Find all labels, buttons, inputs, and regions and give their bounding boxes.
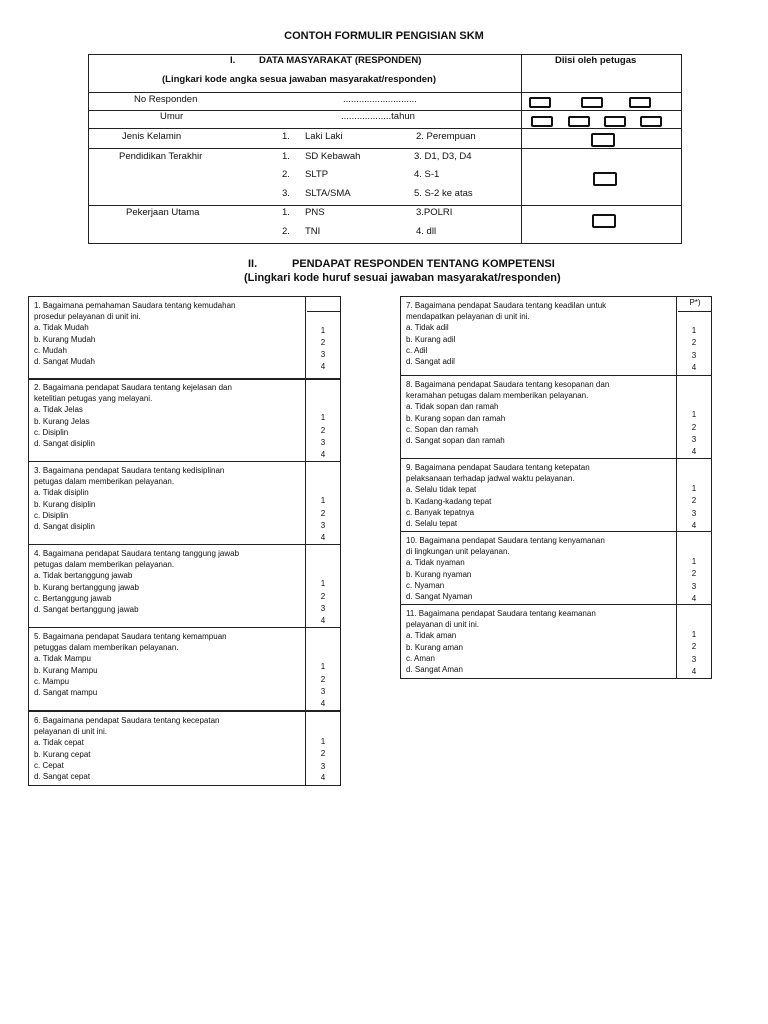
section2-number: II.	[248, 258, 258, 270]
form-title: CONTOH FORMULIR PENGISIAN SKM	[284, 30, 484, 42]
answer-code[interactable]: 4	[320, 450, 326, 459]
answer-code[interactable]: 1	[320, 579, 326, 588]
answer-code[interactable]: 2	[691, 338, 697, 347]
answer-code[interactable]: 4	[691, 594, 697, 603]
answer-option[interactable]: c. Disiplin	[34, 427, 69, 437]
answer-option[interactable]: a. Tidak Jelas	[34, 405, 83, 415]
question-block-5	[28, 627, 341, 711]
answer-option[interactable]: d. Sangat mampu	[34, 688, 98, 698]
question-text	[34, 548, 304, 615]
answer-option[interactable]: d. Sangat disiplin	[34, 522, 95, 532]
question-prompt-line: mendapatkan pelayanan di unit ini.	[406, 312, 530, 322]
code-column	[676, 459, 711, 531]
answer-option[interactable]: c. Banyak tepatnya	[406, 507, 475, 517]
answer-option[interactable]: d. Sangat disiplin	[34, 439, 95, 449]
answer-option[interactable]: b. Kurang disiplin	[34, 499, 96, 509]
code-box	[529, 97, 551, 108]
answer-code[interactable]: 1	[320, 413, 326, 422]
answer-option[interactable]: c. Nyaman	[406, 580, 445, 590]
answer-option[interactable]: c. Sopan dan ramah	[406, 424, 479, 434]
code-column	[305, 297, 340, 379]
question-block-8	[400, 375, 712, 459]
answer-option[interactable]: b. Kurang Jelas	[34, 416, 90, 426]
answer-option[interactable]: d. Sangat adil	[406, 357, 455, 367]
code-column	[305, 379, 340, 461]
question-text	[406, 535, 676, 602]
question-text	[34, 715, 304, 782]
section2-heading: PENDAPAT RESPONDEN TENTANG KOMPETENSI	[292, 258, 555, 270]
answer-code[interactable]: 2	[320, 338, 326, 347]
code-column	[305, 712, 340, 785]
answer-option[interactable]: b. Kurang aman	[406, 642, 463, 652]
question-prompt-line: 9. Bagaimana pendapat Saudara tentang ketepatan	[406, 463, 590, 472]
question-block-6	[28, 711, 341, 786]
question-prompt-line: 8. Bagaimana pendapat Saudara tentang kesopanan dan	[406, 380, 610, 389]
section1-heading: DATA MASYARAKAT (RESPONDEN)	[259, 55, 422, 66]
question-text	[34, 631, 304, 698]
question-prompt-line: pelayanan di unit ini.	[406, 620, 479, 630]
answer-option[interactable]: a. Tidak Mudah	[34, 323, 89, 333]
code-column	[305, 462, 340, 544]
question-prompt-line: prosedur pelayanan di unit ini.	[34, 312, 141, 322]
question-prompt-line: 3. Bagaimana pendapat Saudara tentang kedisiplinan	[34, 466, 225, 475]
question-text	[406, 462, 676, 529]
question-prompt-line: 11. Bagaimana pendapat Saudara tentang keamanan	[406, 609, 596, 618]
question-prompt-line: 4. Bagaimana pendapat Saudara tentang tanggung jawab	[34, 549, 240, 558]
answer-code[interactable]: 4	[320, 699, 326, 708]
answer-option[interactable]: c. Bertanggung jawab	[34, 593, 112, 603]
answer-code[interactable]: 1	[691, 410, 697, 419]
question-prompt-line: 10. Bagaimana pendapat Saudara tentang kenyamanan	[406, 536, 605, 545]
section2-subheading: (Lingkari kode huruf sesuai jawaban masyarakat/responden)	[244, 272, 561, 284]
umur-label: Umur	[160, 111, 184, 122]
answer-code[interactable]: 3	[320, 687, 326, 696]
answer-option[interactable]: b. Kurang Mampu	[34, 665, 98, 675]
answer-code[interactable]: 2	[320, 426, 326, 435]
answer-option[interactable]: a. Tidak adil	[406, 323, 449, 333]
answer-option[interactable]: c. Mudah	[34, 345, 67, 355]
answer-option[interactable]: d. Sangat Nyaman	[406, 592, 473, 602]
jk-opt1: Laki Laki	[305, 131, 343, 142]
code-column-header: P*)	[689, 298, 701, 307]
pend-r1b: 3. D1, D3, D4	[414, 151, 472, 162]
question-prompt-line: 6. Bagaimana pendapat Saudara tentang kecepatan	[34, 716, 220, 725]
question-text	[34, 300, 304, 367]
question-text	[406, 300, 676, 367]
answer-code[interactable]: 2	[320, 749, 326, 758]
answer-code[interactable]: 4	[320, 533, 326, 542]
answer-code[interactable]: 2	[320, 592, 326, 601]
answer-option[interactable]: a. Tidak sopan dan ramah	[406, 402, 499, 412]
answer-code[interactable]: 3	[691, 582, 697, 591]
pek-r1-num: 1.	[282, 207, 290, 218]
answer-option[interactable]: c. Aman	[406, 653, 435, 663]
answer-code[interactable]: 4	[320, 616, 326, 625]
question-block-11	[400, 604, 712, 679]
code-column	[305, 628, 340, 710]
answer-code[interactable]: 3	[691, 509, 697, 518]
code-header-divider	[307, 311, 341, 312]
code-column	[676, 532, 711, 604]
answer-option[interactable]: d. Sangat Mudah	[34, 357, 95, 367]
pend-r3b: 5. S-2 ke atas	[414, 188, 473, 199]
no-responden-value: ............................	[343, 94, 417, 105]
answer-code[interactable]: 4	[320, 773, 326, 782]
answer-code[interactable]: 2	[691, 423, 697, 432]
answer-code[interactable]: 4	[320, 362, 326, 371]
answer-code[interactable]: 1	[691, 630, 697, 639]
question-text	[406, 379, 676, 446]
question-block-7	[400, 296, 712, 376]
code-box	[592, 214, 616, 228]
code-box	[604, 116, 626, 127]
answer-code[interactable]: 2	[691, 569, 697, 578]
answer-code[interactable]: 1	[691, 484, 697, 493]
pek-r2-num: 2.	[282, 226, 290, 237]
no-responden-label: No Responden	[134, 94, 198, 105]
pendidikan-label: Pendidikan Terakhir	[119, 151, 203, 162]
question-prompt-line: di lingkungan unit pelayanan.	[406, 547, 510, 557]
officer-heading: Diisi oleh petugas	[555, 55, 637, 66]
answer-option[interactable]: a. Tidak bertanggung jawab	[34, 571, 133, 581]
code-column	[676, 297, 711, 375]
answer-code[interactable]: 1	[691, 326, 697, 335]
question-prompt-line: 2. Bagaimana pendapat Saudara tentang kejelasan dan	[34, 383, 232, 392]
answer-option[interactable]: b. Kurang sopan dan ramah	[406, 413, 506, 423]
question-text	[34, 382, 304, 449]
question-block-10	[400, 531, 712, 605]
pend-r2b: 4. S-1	[414, 169, 440, 180]
code-header-divider	[678, 311, 712, 312]
jenis-kelamin-label: Jenis Kelamin	[122, 131, 182, 142]
answer-code[interactable]: 4	[691, 521, 697, 530]
jk-opt2: 2. Perempuan	[416, 131, 476, 142]
answer-option[interactable]: c. Mampu	[34, 676, 70, 686]
section1-subheading: (Lingkari kode angka sesua jawaban masyarakat/responden)	[162, 74, 437, 85]
question-prompt-line: pelayanan di unit ini.	[34, 727, 107, 737]
code-column	[676, 605, 711, 678]
answer-option[interactable]: b. Kurang cepat	[34, 749, 91, 759]
pend-r2: SLTP	[305, 169, 329, 180]
pek-r1: PNS	[305, 207, 325, 218]
question-prompt-line: keramahan petugas dalam memberikan pelayanan.	[406, 391, 589, 401]
pek-r1b: 3.POLRI	[416, 207, 453, 218]
answer-code[interactable]: 3	[320, 762, 326, 771]
question-block-1	[28, 296, 341, 380]
jk-opt1-num: 1.	[282, 131, 290, 142]
answer-option[interactable]: b. Kurang adil	[406, 334, 456, 344]
answer-code[interactable]: 1	[320, 737, 326, 746]
answer-code[interactable]: 2	[320, 509, 326, 518]
answer-option[interactable]: c. Cepat	[34, 760, 64, 770]
answer-code[interactable]: 3	[320, 521, 326, 530]
answer-option[interactable]: d. Selalu tepat	[406, 519, 458, 529]
answer-option[interactable]: a. Tidak cepat	[34, 738, 84, 748]
answer-option[interactable]: b. Kurang bertanggung jawab	[34, 582, 139, 592]
code-column	[305, 545, 340, 627]
question-prompt-line: 5. Bagaimana pendapat Saudara tentang kemampuan	[34, 632, 227, 641]
answer-code[interactable]: 2	[691, 642, 697, 651]
answer-option[interactable]: d. Sangat sopan dan ramah	[406, 436, 505, 446]
answer-code[interactable]: 2	[320, 675, 326, 684]
question-prompt-line: pelaksanaan terhadap jadwal waktu pelayanan.	[406, 474, 575, 484]
answer-option[interactable]: a. Tidak nyaman	[406, 558, 465, 568]
code-box	[531, 116, 553, 127]
question-text	[34, 465, 304, 532]
answer-code[interactable]: 3	[320, 350, 326, 359]
answer-option[interactable]: a. Tidak disiplin	[34, 488, 89, 498]
answer-option[interactable]: d. Sangat Aman	[406, 665, 463, 675]
question-text	[406, 608, 676, 675]
pek-r2b: 4. dll	[416, 226, 437, 237]
section1-number: I.	[230, 55, 236, 66]
question-block-4	[28, 544, 341, 628]
question-prompt-line: petugas dalam memberikan pelayanan.	[34, 477, 175, 487]
answer-code[interactable]: 1	[320, 496, 326, 505]
pend-r3: SLTA/SMA	[305, 188, 351, 199]
answer-code[interactable]: 3	[691, 435, 697, 444]
code-box	[591, 133, 615, 147]
code-column	[676, 376, 711, 458]
answer-code[interactable]: 3	[691, 351, 697, 360]
question-prompt-line: petugas dalam memberikan pelayanan.	[34, 560, 175, 570]
answer-code[interactable]: 3	[691, 655, 697, 664]
question-block-9	[400, 458, 712, 532]
answer-option[interactable]: a. Tidak Mampu	[34, 654, 91, 664]
answer-option[interactable]: d. Sangat cepat	[34, 772, 91, 782]
code-box	[629, 97, 651, 108]
answer-option[interactable]: a. Selalu tidak tepat	[406, 485, 477, 495]
answer-code[interactable]: 4	[691, 363, 697, 372]
question-prompt-line: 7. Bagaimana pendapat Saudara tentang keadilan untuk	[406, 301, 607, 310]
code-box	[593, 172, 617, 186]
answer-option[interactable]: b. Kadang-kadang tepat	[406, 496, 492, 506]
answer-code[interactable]: 1	[691, 557, 697, 566]
umur-value: ...................tahun	[341, 111, 415, 122]
code-box	[640, 116, 662, 127]
pend-r3-num: 3.	[282, 188, 290, 199]
answer-code[interactable]: 3	[320, 438, 326, 447]
answer-code[interactable]: 4	[691, 667, 697, 676]
question-prompt-line: petuggas dalam memberikan pelayanan.	[34, 643, 179, 653]
code-box	[568, 116, 590, 127]
answer-code[interactable]: 1	[320, 326, 326, 335]
answer-code[interactable]: 4	[691, 447, 697, 456]
answer-option[interactable]: b. Kurang Mudah	[34, 334, 96, 344]
answer-code[interactable]: 2	[691, 496, 697, 505]
question-prompt-line: 1. Bagaimana pemahaman Saudara tentang kemudahan	[34, 301, 236, 310]
pend-r1-num: 1.	[282, 151, 290, 162]
pekerjaan-label: Pekerjaan Utama	[126, 207, 200, 218]
pend-r2-num: 2.	[282, 169, 290, 180]
answer-code[interactable]: 3	[320, 604, 326, 613]
answer-option[interactable]: a. Tidak aman	[406, 631, 457, 641]
pend-r1: SD Kebawah	[305, 151, 361, 162]
question-block-2	[28, 378, 341, 462]
code-box	[581, 97, 603, 108]
answer-option[interactable]: b. Kurang nyaman	[406, 569, 472, 579]
pek-r2: TNI	[305, 226, 321, 237]
question-prompt-line: ketelitian petugas yang melayani.	[34, 394, 153, 404]
answer-option[interactable]: d. Sangat bertanggung jawab	[34, 605, 139, 615]
question-block-3	[28, 461, 341, 545]
answer-option[interactable]: c. Disiplin	[34, 510, 69, 520]
answer-code[interactable]: 1	[320, 662, 326, 671]
answer-option[interactable]: c. Adil	[406, 345, 428, 355]
